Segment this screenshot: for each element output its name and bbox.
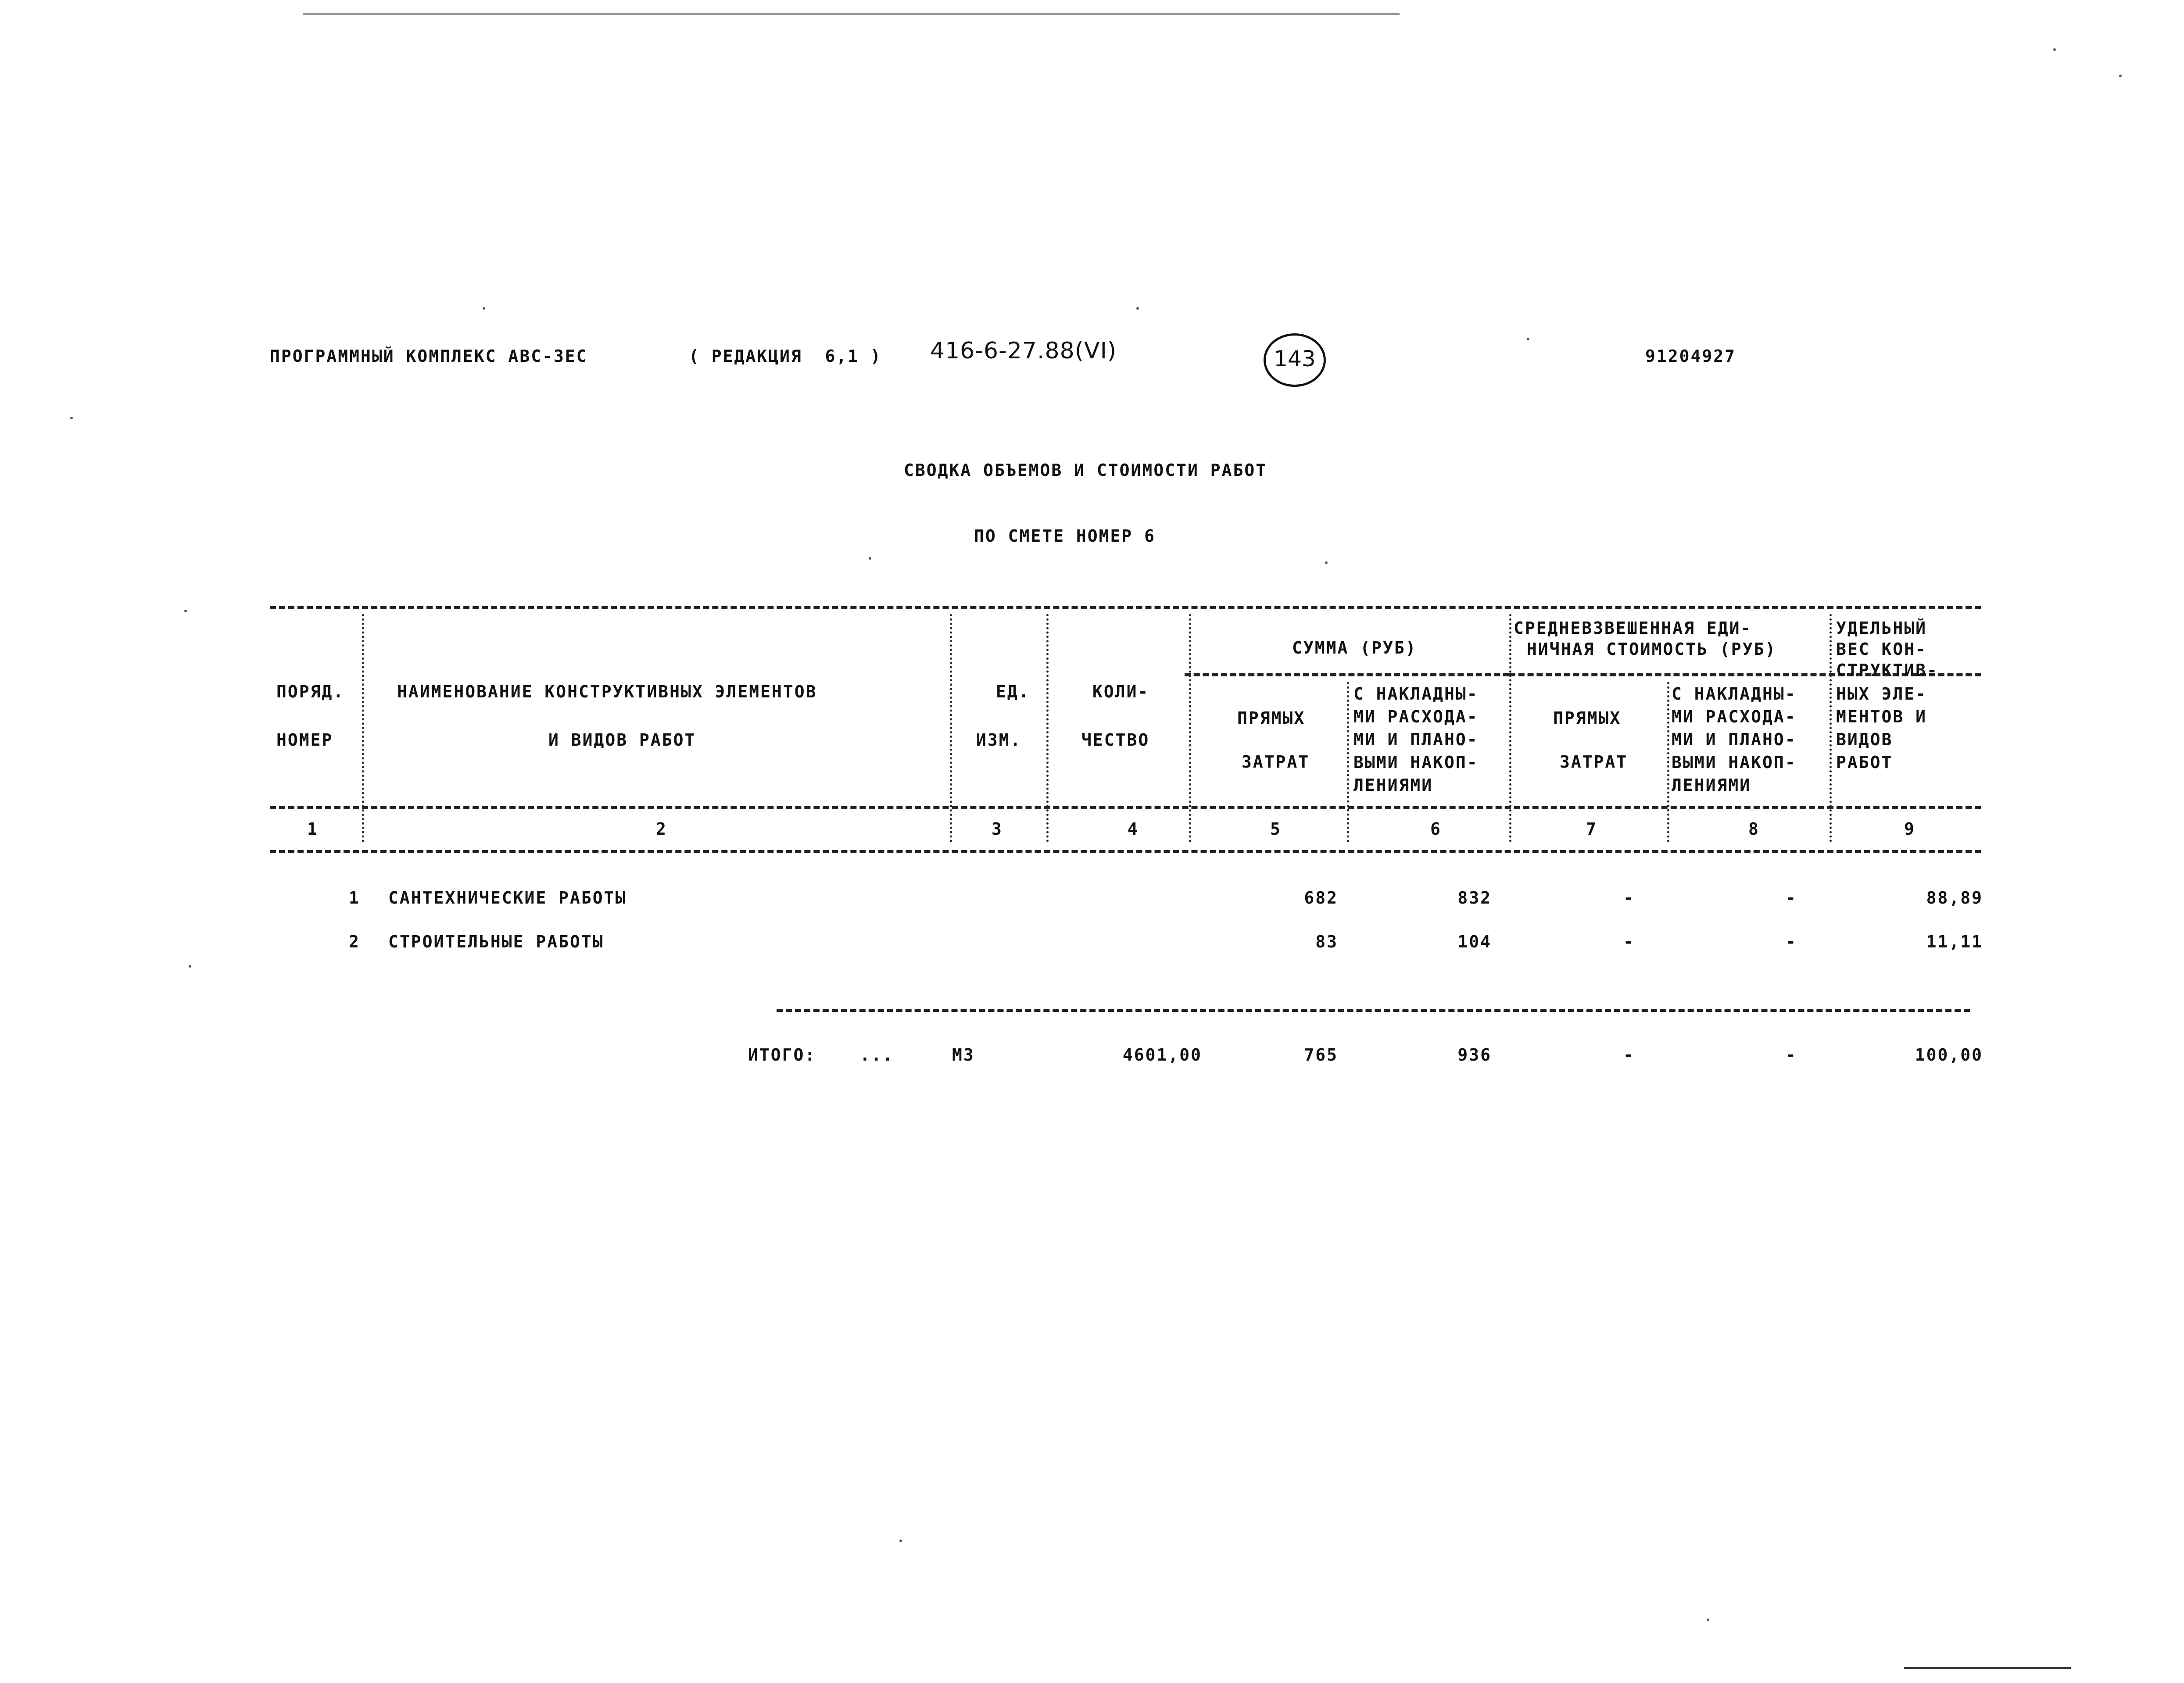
scan-speck xyxy=(1325,561,1328,564)
row1-share: 88,89 xyxy=(1926,888,1983,908)
col8-header-line1: С НАКЛАДНЫ- xyxy=(1672,684,1797,704)
col2-header-line2: И ВИДОВ РАБОТ xyxy=(548,730,696,750)
col-number-2: 2 xyxy=(656,819,667,839)
col6-header-line1: С НАКЛАДНЫ- xyxy=(1353,684,1479,704)
col-number-7: 7 xyxy=(1586,819,1597,839)
group-sum-rule xyxy=(1185,673,1509,676)
scan-speck xyxy=(2119,75,2122,77)
col9-header-line5: МЕНТОВ И xyxy=(1836,707,1927,726)
total-dots: ... xyxy=(860,1045,894,1065)
col-sep-2 xyxy=(950,614,952,842)
col8-header-line3: МИ И ПЛАНО- xyxy=(1672,730,1797,749)
col-sep-4 xyxy=(1189,614,1191,842)
total-label: ИТОГО: xyxy=(748,1045,816,1065)
document-id: 91204927 xyxy=(1645,347,1736,366)
scan-line-bottom-right xyxy=(1904,1667,2071,1669)
total-share: 100,00 xyxy=(1915,1045,1983,1065)
col-number-3: 3 xyxy=(992,819,1003,839)
scan-speck xyxy=(869,557,871,560)
row2-overhead: 104 xyxy=(1457,932,1492,951)
document-title: СВОДКА ОБЪЕМОВ И СТОИМОСТИ РАБОТ xyxy=(904,461,1267,480)
col9-header-line7: РАБОТ xyxy=(1836,753,1893,772)
group-sum-header: СУММА (РУБ) xyxy=(1292,638,1417,657)
numbers-rule-bottom xyxy=(270,850,1981,853)
row2-number: 2 xyxy=(349,932,360,951)
col-sep-3 xyxy=(1046,614,1049,842)
document-subtitle: ПО СМЕТЕ НОМЕР 6 xyxy=(974,526,1156,546)
scan-speck xyxy=(184,610,187,612)
col-number-1: 1 xyxy=(307,819,319,839)
scan-line-top xyxy=(303,13,1400,15)
total-unit: М3 xyxy=(952,1045,975,1065)
row1-overhead: 832 xyxy=(1457,888,1492,908)
scan-speck xyxy=(70,417,73,419)
project-code: 416-6-27.88(VI) xyxy=(930,338,1117,364)
col9-header-line1: УДЕЛЬНЫЙ xyxy=(1836,618,1927,638)
col5-header-line2: ЗАТРАТ xyxy=(1242,752,1310,772)
program-name: ПРОГРАММНЫЙ КОМПЛЕКС АВС-3ЕС xyxy=(270,347,588,366)
total-overhead: 936 xyxy=(1457,1045,1492,1065)
col8-header-line4: ВЫМИ НАКОП- xyxy=(1672,753,1797,772)
col6-header-line2: МИ РАСХОДА- xyxy=(1353,707,1479,726)
header-rule-bottom xyxy=(270,806,1981,809)
row2-name: СТРОИТЕЛЬНЫЕ РАБОТЫ xyxy=(388,932,604,951)
col4-header-line2: ЧЕСТВО xyxy=(1081,730,1150,750)
col9-header-line3: СТРУКТИВ- xyxy=(1836,661,1938,680)
scan-speck xyxy=(189,965,191,968)
row1-avg-direct: - xyxy=(1623,888,1635,908)
col3-header-line1: ЕД. xyxy=(996,682,1030,701)
row1-avg-overhead: - xyxy=(1786,888,1797,908)
col-number-5: 5 xyxy=(1270,819,1282,839)
row1-number: 1 xyxy=(349,888,360,908)
col1-header-line2: НОМЕР xyxy=(276,730,333,750)
col9-header-line4: НЫХ ЭЛЕ- xyxy=(1836,684,1927,704)
group-avg-header-line2: НИЧНАЯ СТОИМОСТЬ (РУБ) xyxy=(1527,640,1777,659)
col-sep-6 xyxy=(1509,614,1511,842)
scan-speck xyxy=(483,307,485,310)
page-number-stamp xyxy=(1264,333,1326,387)
scan-speck xyxy=(1707,1619,1709,1621)
row1-direct: 682 xyxy=(1304,888,1338,908)
col4-header-line1: КОЛИ- xyxy=(1092,682,1149,701)
col9-header-line2: ВЕС КОН- xyxy=(1836,640,1927,659)
scan-speck xyxy=(899,1540,902,1542)
col7-header-line1: ПРЯМЫХ xyxy=(1553,708,1622,728)
col3-header-line2: ИЗМ. xyxy=(976,730,1022,750)
col-number-4: 4 xyxy=(1128,819,1139,839)
total-avg-overhead: - xyxy=(1786,1045,1797,1065)
row2-direct: 83 xyxy=(1315,932,1338,951)
col6-header-line5: ЛЕНИЯМИ xyxy=(1353,775,1433,795)
col6-header-line3: МИ И ПЛАНО- xyxy=(1353,730,1479,749)
group-avg-header-line1: СРЕДНЕВЗВЕШЕННАЯ ЕДИ- xyxy=(1514,618,1752,638)
total-avg-direct: - xyxy=(1623,1045,1635,1065)
row1-name: САНТЕХНИЧЕСКИЕ РАБОТЫ xyxy=(388,888,627,908)
col-sep-5 xyxy=(1347,682,1349,842)
col-sep-7 xyxy=(1667,682,1669,842)
col-number-6: 6 xyxy=(1430,819,1442,839)
col5-header-line1: ПРЯМЫХ xyxy=(1237,708,1306,728)
col7-header-line2: ЗАТРАТ xyxy=(1560,752,1628,772)
total-rule xyxy=(777,1009,1970,1012)
col-sep-1 xyxy=(362,614,364,842)
col9-header-line6: ВИДОВ xyxy=(1836,730,1893,749)
page-number: 143 xyxy=(1274,346,1316,372)
col-number-9: 9 xyxy=(1904,819,1915,839)
col-number-8: 8 xyxy=(1748,819,1760,839)
scan-speck xyxy=(2053,48,2056,51)
col6-header-line4: ВЫМИ НАКОП- xyxy=(1353,753,1479,772)
table-rule-top xyxy=(270,606,1981,609)
col2-header-line1: НАИМЕНОВАНИЕ КОНСТРУКТИВНЫХ ЭЛЕМЕНТОВ xyxy=(397,682,817,701)
row2-avg-direct: - xyxy=(1623,932,1635,951)
scan-speck xyxy=(1136,307,1139,310)
scan-speck xyxy=(1527,338,1529,340)
col-sep-8 xyxy=(1830,614,1832,842)
total-quantity: 4601,00 xyxy=(1122,1045,1202,1065)
total-direct: 765 xyxy=(1304,1045,1338,1065)
col1-header-line1: ПОРЯД. xyxy=(276,682,345,701)
col8-header-line2: МИ РАСХОДА- xyxy=(1672,707,1797,726)
edition: ( РЕДАКЦИЯ 6,1 ) xyxy=(689,347,882,366)
row2-share: 11,11 xyxy=(1926,932,1983,951)
row2-avg-overhead: - xyxy=(1786,932,1797,951)
col8-header-line5: ЛЕНИЯМИ xyxy=(1672,775,1751,795)
